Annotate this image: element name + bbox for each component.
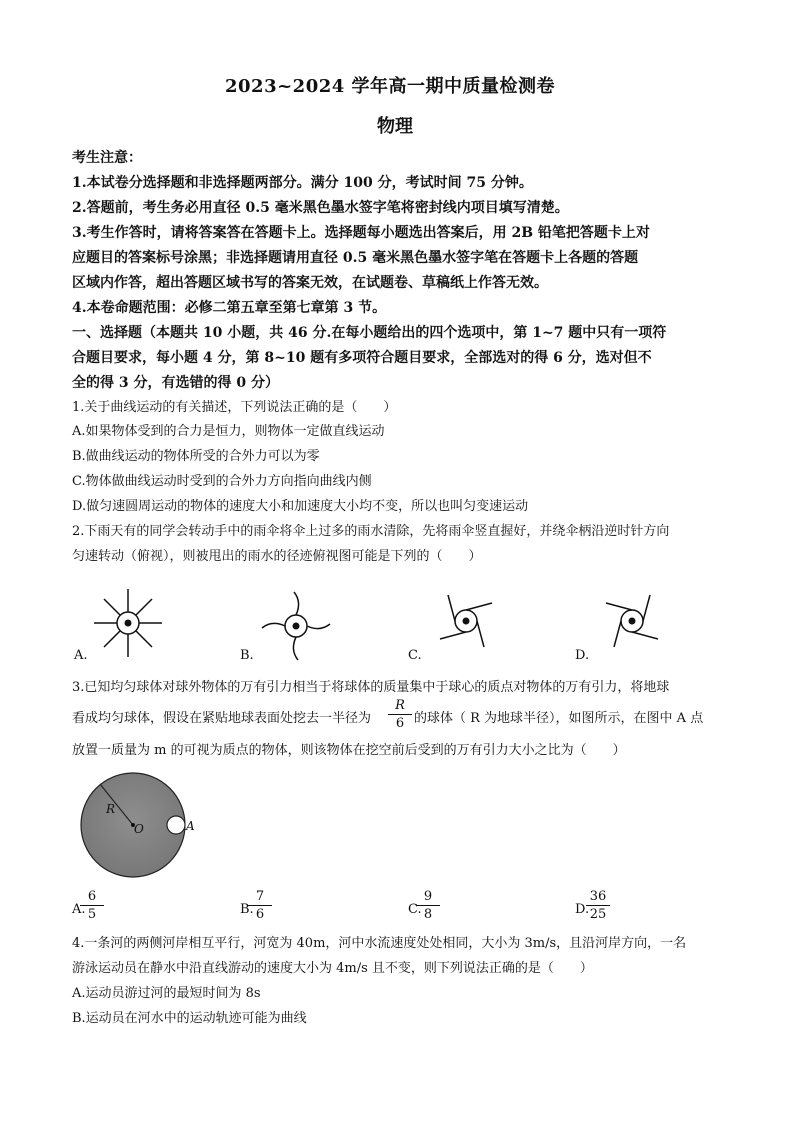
option-label-a: A. — [74, 648, 88, 663]
question-1-option: C.物体做曲线运动时受到的合外力方向指向曲线内侧 — [72, 474, 372, 489]
fraction-denominator: 6 — [255, 907, 265, 922]
umbrella-figure-d — [592, 583, 672, 663]
question-1-option: B.做曲线运动的物体所受的合外力可以为零 — [72, 449, 320, 464]
notice-item: 4.本卷命题范围：必修二第五章至第七章第 3 节。 — [72, 300, 387, 316]
figure-label-r: R — [106, 802, 116, 816]
question-4-stem: 4.一条河的两侧河岸相互平行，河宽为 40m，河中水流速度处处相同，大小为 3m/s，且沿河岸方向，一名 — [72, 936, 687, 951]
question-3-stem: 放置一质量为 m 的可视为质点的物体，则该物体在挖空前后受到的万有引力大小之比为（ ） — [72, 743, 626, 758]
subject-title: 物理 — [377, 116, 413, 137]
notice-item: 应题目的答案标号涂黑；非选择题请用直径 0.5 毫米黑色墨水签字笔在答题卡上各题的答题 — [72, 250, 639, 266]
section-header: 全的得 3 分，有选错的得 0 分） — [72, 375, 279, 391]
option-d-fraction — [586, 889, 610, 922]
question-2-stem: 2.下雨天有的同学会转动手中的雨伞将伞上过多的雨水清除，先将雨伞竖直握好，并绕伞柄沿逆时针方向 — [72, 524, 670, 539]
umbrella-figure-a — [88, 585, 168, 665]
option-label: A. — [72, 902, 86, 917]
option-a-fraction — [80, 889, 104, 922]
fraction-bar — [586, 905, 610, 906]
option-label: D. — [575, 902, 590, 917]
option-b-fraction — [248, 889, 272, 922]
question-1-stem: 1.关于曲线运动的有关描述，下列说法正确的是（ ） — [72, 400, 397, 415]
option-label: B. — [240, 902, 254, 917]
figure-label-o: O — [134, 822, 144, 836]
fraction-bar — [416, 905, 440, 906]
question-4-option: B.运动员在河水中的运动轨迹可能为曲线 — [72, 1011, 307, 1026]
notice-item: 区域内作答，超出答题区域书写的答案无效，在试题卷、草稿纸上作答无效。 — [72, 275, 548, 291]
fraction-bar — [248, 905, 272, 906]
notice-heading: 考生注意： — [72, 150, 142, 166]
exam-title: 2023~2024 学年高一期中质量检测卷 — [225, 76, 556, 97]
umbrella-figure-b — [256, 588, 336, 668]
question-2-stem: 匀速转动（俯视），则被甩出的雨水的径迹俯视图可能是下列的（ ） — [72, 549, 482, 564]
option-label-c: C. — [408, 648, 422, 663]
figure-label-a: A — [186, 819, 195, 833]
fraction-r-over-6 — [388, 698, 412, 731]
question-3-stem: 3.已知均匀球体对球外物体的万有引力相当于将球体的质量集中于球心的质点对物体的万有引力，将地球 — [72, 680, 670, 695]
question-1-option: A.如果物体受到的合力是恒力，则物体一定做直线运动 — [72, 424, 385, 439]
fraction-bar — [80, 905, 104, 906]
question-1-option: D.做匀速圆周运动的物体的速度大小和加速度大小均不变，所以也叫匀变速运动 — [72, 499, 529, 514]
notice-item: 1.本试卷分选择题和非选择题两部分。满分 100 分，考试时间 75 分钟。 — [72, 175, 533, 191]
fraction-denominator: 5 — [87, 907, 97, 922]
section-header: 一、选择题（本题共 10 小题，共 46 分.在每小题给出的四个选项中，第 1~7 题中只有一项符 — [72, 325, 667, 341]
section-header: 合题目要求，每小题 4 分，第 8~10 题有多项符合题目要求，全部选对的得 6 分，选对但不 — [72, 350, 652, 366]
fraction-bar — [388, 714, 412, 715]
question-3-stem: 的球体（ R 为地球半径），如图所示，在图中 A 点 — [414, 711, 704, 726]
notice-item: 2.答题前，考生务必用直径 0.5 毫米黑色墨水签字笔将密封线内项目填写清楚。 — [72, 200, 569, 216]
fraction-denominator: 6 — [395, 716, 405, 731]
option-label: C. — [408, 902, 422, 917]
fraction-numerator: 7 — [255, 889, 265, 904]
fraction-numerator: 36 — [589, 889, 607, 904]
fraction-denominator: 25 — [589, 907, 607, 922]
fraction-denominator: 8 — [423, 907, 433, 922]
option-c-fraction — [416, 889, 440, 922]
fraction-numerator: 6 — [87, 889, 97, 904]
question-3-stem: 看成均匀球体，假设在紧贴地球表面处挖去一半径为 — [72, 711, 372, 726]
fraction-numerator: 9 — [423, 889, 433, 904]
question-4-option: A.运动员游过河的最短时间为 8s — [72, 986, 261, 1001]
umbrella-figure-c — [426, 583, 506, 663]
question-4-stem: 游泳运动员在静水中沿直线游动的速度大小为 4m/s 且不变，则下列说法正确的是（ ） — [72, 961, 593, 976]
option-label-b: B. — [240, 648, 254, 663]
notice-item: 3.考生作答时，请将答案答在答题卡上。选择题每小题选出答案后，用 2B 铅笔把答题卡上对 — [72, 225, 650, 241]
option-label-d: D. — [575, 648, 590, 663]
fraction-numerator: R — [395, 698, 405, 713]
